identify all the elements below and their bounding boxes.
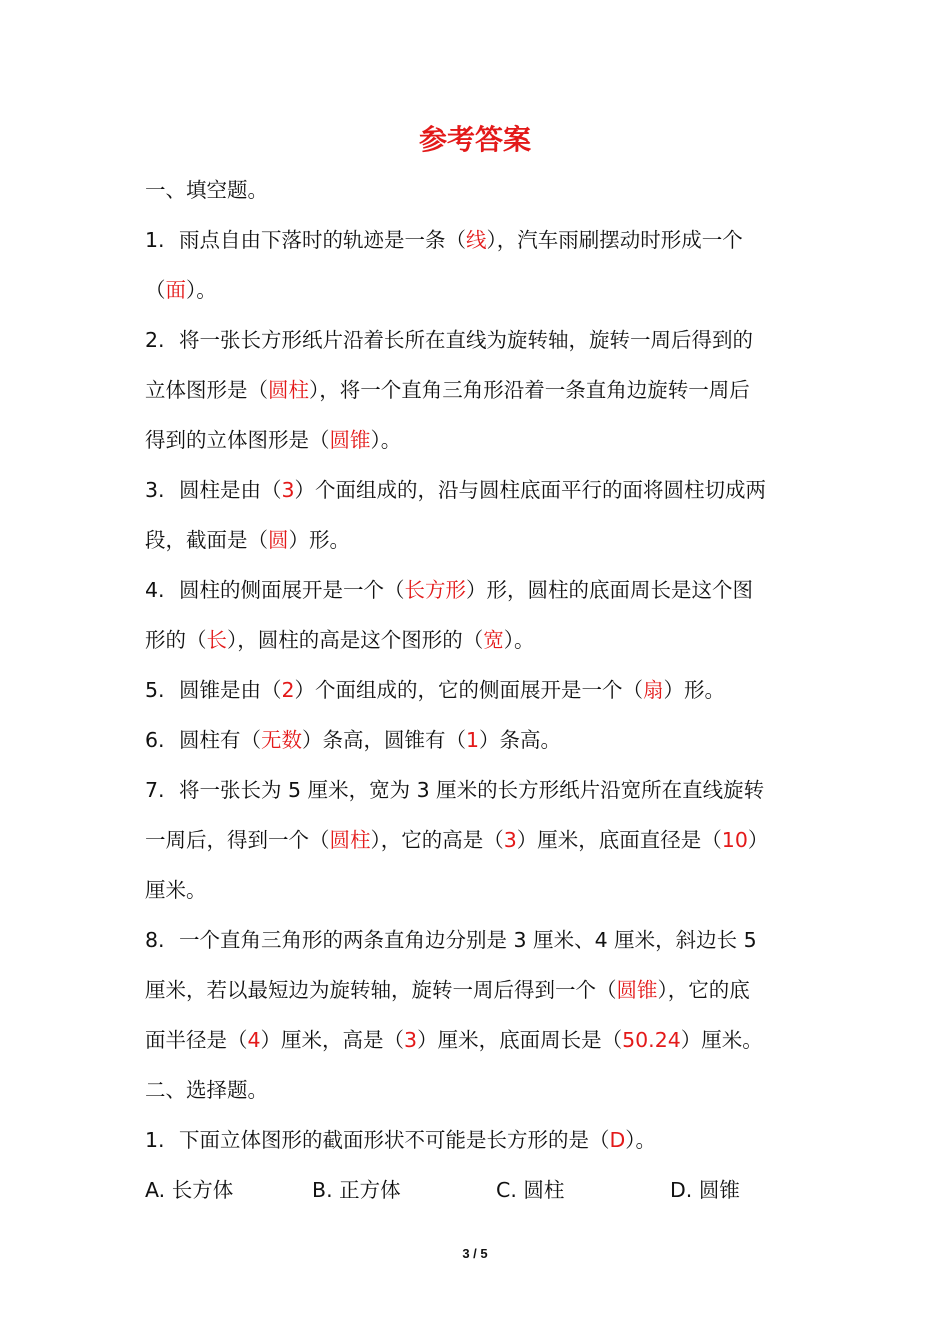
- option-a: A. 长方体: [145, 1178, 234, 1202]
- answer: D: [609, 1128, 626, 1152]
- question-number: 7.: [145, 778, 165, 802]
- answer: 无数: [261, 728, 302, 752]
- choice-options: [145, 1165, 810, 1215]
- question-number: 1.: [145, 1128, 165, 1152]
- answer: 线: [466, 228, 487, 252]
- answer: 3: [281, 478, 295, 502]
- question-8-line-3: 面半径是（4）厘米，高是（3）厘米，底面周长是（50.24）厘米。: [145, 1028, 763, 1052]
- question-number: 5.: [145, 678, 165, 702]
- question-number: 4.: [145, 578, 165, 602]
- question-number: 1.: [145, 228, 165, 252]
- answer: 扇: [643, 678, 664, 702]
- question-4-line-1: 4. 圆柱的侧面展开是一个（长方形）形，圆柱的底面周长是这个图: [145, 565, 810, 615]
- answer: 圆柱: [268, 378, 309, 402]
- question-2-line-1: 2. 将一张长方形纸片沿着长所在直线为旋转轴，旋转一周后得到的: [145, 315, 810, 365]
- question-6-line-1: 6. 圆柱有（无数）条高，圆锥有（1）条高。: [145, 715, 810, 765]
- answer: 4: [247, 1028, 261, 1052]
- answer: 50.24: [622, 1028, 681, 1052]
- answer: 圆柱: [329, 828, 371, 852]
- question-7-line-2: 一周后，得到一个（圆柱），它的高是（3）厘米，底面直径是（10）: [145, 828, 769, 852]
- answer: 10: [721, 828, 748, 852]
- answer: 3: [503, 828, 517, 852]
- question-5-line-1: 5. 圆锥是由（2）个面组成的，它的侧面展开是一个（扇）形。: [145, 665, 810, 715]
- question-number: 2.: [145, 328, 165, 352]
- question-4-line-2: 形的（长），圆柱的高是这个图形的（宽）。: [145, 628, 535, 652]
- section-heading-multiple-choice: 二、选择题。: [145, 1078, 268, 1102]
- page-number: 3 / 5: [462, 1246, 488, 1261]
- option-d: D. 圆锥: [670, 1178, 740, 1202]
- question-8-line-2: 厘米，若以最短边为旋转轴，旋转一周后得到一个（圆锥），它的底: [145, 978, 750, 1002]
- answer: 3: [404, 1028, 418, 1052]
- question-3-line-1: 3. 圆柱是由（3）个面组成的，沿与圆柱底面平行的面将圆柱切成两: [145, 465, 810, 515]
- question-1-line-2: （面）。: [145, 278, 217, 302]
- question-1-line-1: 1. 雨点自由下落时的轨迹是一条（线），汽车雨刷摆动时形成一个: [145, 215, 810, 265]
- choice-question-1: 1. 下面立体图形的截面形状不可能是长方形的是（D）。: [145, 1115, 810, 1165]
- answer: 圆: [268, 528, 289, 552]
- question-2-line-3: 得到的立体图形是（圆锥）。: [145, 428, 402, 452]
- answer: 圆锥: [329, 428, 371, 452]
- answer: 1: [466, 728, 480, 752]
- document-body: [145, 165, 810, 1215]
- question-2-line-2: 立体图形是（圆柱），将一个直角三角形沿着一条直角边旋转一周后: [145, 378, 750, 402]
- page-title: 参考答案: [418, 123, 531, 156]
- option-c: C. 圆柱: [496, 1178, 565, 1202]
- question-3-line-2: 段，截面是（圆）形。: [145, 528, 350, 552]
- option-b: B. 正方体: [312, 1178, 401, 1202]
- answer: 宽: [483, 628, 504, 652]
- section-heading-fill-blank: 一、填空题。: [145, 178, 268, 202]
- question-7-line-1: 7. 将一张长为 5 厘米，宽为 3 厘米的长方形纸片沿宽所在直线旋转: [145, 765, 810, 815]
- answer: 面: [165, 278, 186, 302]
- question-number: 3.: [145, 478, 165, 502]
- answer: 长方形: [404, 578, 466, 602]
- answer: 长: [206, 628, 227, 652]
- answer: 圆锥: [616, 978, 658, 1002]
- question-8-line-1: 8. 一个直角三角形的两条直角边分别是 3 厘米、4 厘米，斜边长 5: [145, 915, 810, 965]
- question-number: 8.: [145, 928, 165, 952]
- question-number: 6.: [145, 728, 165, 752]
- question-7-line-3: 厘米。: [145, 878, 207, 902]
- answer: 2: [281, 678, 295, 702]
